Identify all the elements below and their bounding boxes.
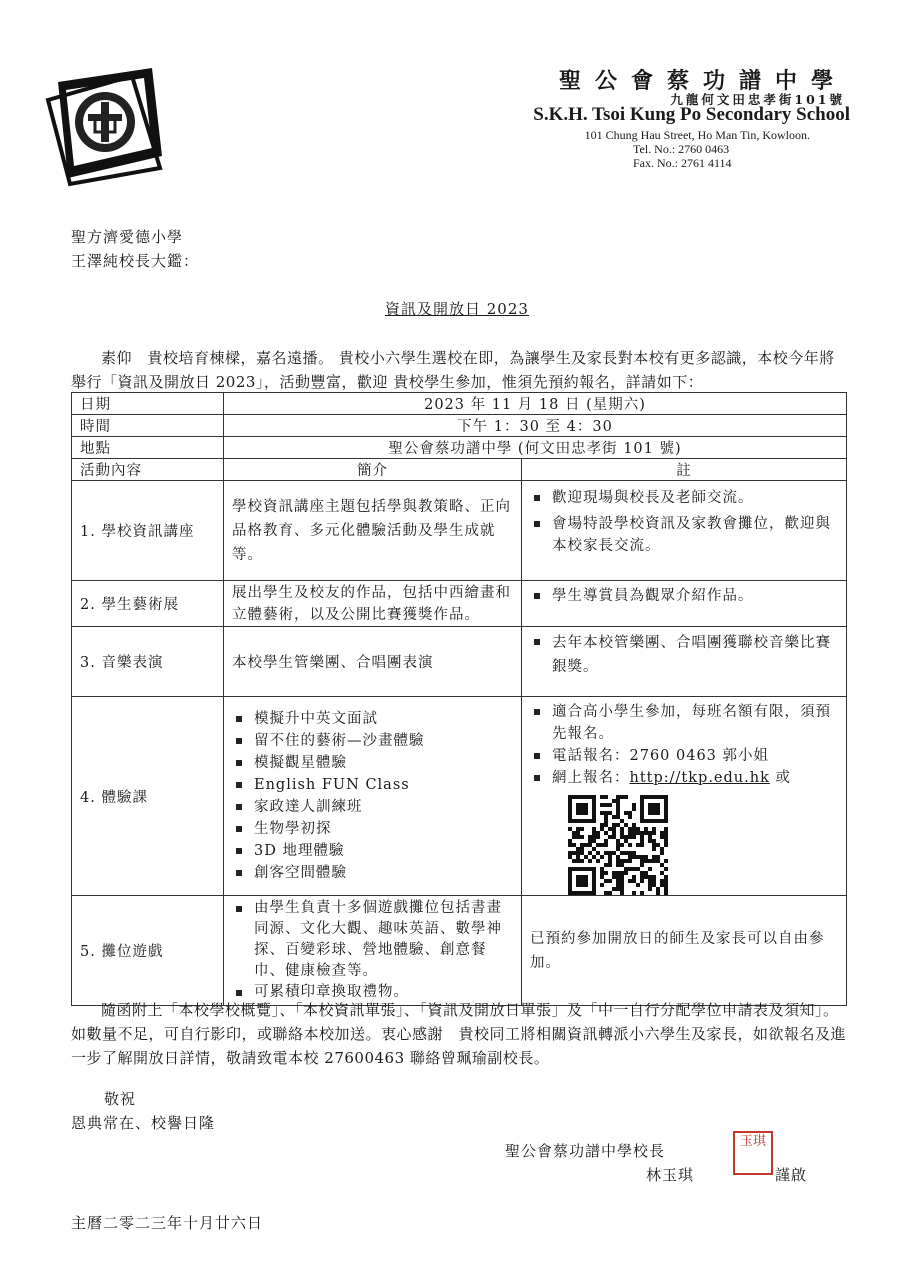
online-signup-suffix: 或 xyxy=(769,770,791,786)
registration-qr-code[interactable] xyxy=(568,795,668,895)
school-name-en: S.K.H. Tsoi Kung Po Secondary School xyxy=(533,104,850,125)
school-address-en: 101 Chung Hau Street, Ho Man Tin, Kowloon. xyxy=(584,128,810,142)
wish: 恩典常在、校譽日隆 xyxy=(71,1114,216,1132)
school-name-zh: 聖公會蔡功譜中學 xyxy=(558,68,847,94)
school-address-zh: 九龍何文田忠孝街101號 xyxy=(670,92,845,107)
time-label: 時間 xyxy=(72,415,224,437)
principal-seal: 玉琪 xyxy=(733,1131,773,1175)
activity-name: 4. 體驗課 xyxy=(72,697,224,896)
table-row xyxy=(72,627,847,697)
activity-name: 5. 攤位遊戲 xyxy=(72,896,224,1006)
event-table xyxy=(71,392,847,1006)
table-row xyxy=(72,581,847,627)
table-row xyxy=(72,896,847,1006)
table-header-row xyxy=(72,459,847,481)
list-item: English FUN Class xyxy=(232,774,513,796)
activity-items xyxy=(232,708,513,884)
date-label: 日期 xyxy=(72,393,224,415)
intro-paragraph: 素仰 貴校培育棟樑，嘉名遠播。 貴校小六學生選校在即，為讓學生及家長對本校有更多認識，本校今年將舉行「資訊及開放日 2023」，活動豐富，歡迎 貴校學生參加，惟須先預約報名，詳請如下： xyxy=(71,349,835,391)
list-item: 創客空間體驗 xyxy=(232,862,513,884)
school-logo xyxy=(40,60,170,190)
activity-note: 已預約參加開放日的師生及家長可以自由參加。 xyxy=(522,896,847,1006)
list-item: 適合高小學生參加，每班名額有限，須預先報名。 xyxy=(530,701,838,745)
table-row xyxy=(72,437,847,459)
time-value: 下午 1：30 至 4：30 xyxy=(224,415,847,437)
activity-intro: 展出學生及校友的作品，包括中西繪畫和立體藝術，以及公開比賽獲獎作品。 xyxy=(224,581,522,627)
activity-name: 1. 學校資訊講座 xyxy=(72,481,224,581)
activity-intro: 本校學生管樂團、合唱團表演 xyxy=(224,627,522,697)
activity-notes xyxy=(530,487,838,557)
table-row xyxy=(72,481,847,581)
closing-paragraph: 隨函附上「本校學校概覽」、「本校資訊單張」、「資訊及開放日單張」及「中一自行分配學位申請表及須知」。如數量不足，可自行影印，或聯絡本校加送。衷心感謝 貴校同工將相關資訊轉派小六學生及家長，如欲報名及進一步了解開放日詳情，敬請致電本校 27600463 聯絡曾珮瑜副校長。 xyxy=(71,1001,847,1067)
online-signup-label: 網上報名： xyxy=(552,770,630,786)
signature-closing: 謹啟 xyxy=(775,1166,808,1184)
letter-date: 主曆二零二三年十月廿六日 xyxy=(71,1214,264,1232)
table-row xyxy=(72,393,847,415)
venue-label: 地點 xyxy=(72,437,224,459)
list-item: 模擬觀星體驗 xyxy=(232,752,513,774)
signature-name: 林玉琪 xyxy=(646,1166,695,1184)
activity-intro: 學校資訊講座主題包括學與教策略、正向品格教育、多元化體驗活動及學生成就等。 xyxy=(224,481,522,581)
activity-notes xyxy=(530,701,838,789)
list-item: 歡迎現場與校長及老師交流。 xyxy=(530,487,838,509)
list-item xyxy=(530,767,838,789)
greeting: 敬祝 xyxy=(104,1090,137,1108)
column-header-activity: 活動內容 xyxy=(72,459,224,481)
date-value: 2023 年 11 月 18 日 (星期六) xyxy=(224,393,847,415)
list-item: 生物學初探 xyxy=(232,818,513,840)
list-item: 家政達人訓練班 xyxy=(232,796,513,818)
letter-title: 資訊及開放日 2023 xyxy=(385,300,529,318)
column-header-note: 註 xyxy=(522,459,847,481)
table-row xyxy=(72,415,847,437)
school-tel: Tel. No.: 2760 0463 xyxy=(633,142,730,156)
list-item: 由學生負責十多個遊戲攤位包括書畫同源、文化大觀、趣味英語、數學神探、百變彩球、營地體驗、創意餐巾、健康檢查等。 xyxy=(232,898,513,982)
list-item: 可累積印章換取禮物。 xyxy=(232,982,513,1003)
list-item: 學生導賞員為觀眾介紹作品。 xyxy=(530,585,838,607)
activity-name: 3. 音樂表演 xyxy=(72,627,224,697)
school-website-link[interactable]: http://tkp.edu.hk xyxy=(629,770,770,786)
list-item: 會場特設學校資訊及家教會攤位，歡迎與本校家長交流。 xyxy=(530,513,838,557)
activity-notes xyxy=(530,585,838,607)
column-header-intro: 簡介 xyxy=(224,459,522,481)
school-fax: Fax. No.: 2761 4114 xyxy=(633,156,732,170)
recipient-principal: 王澤純校長大鑑： xyxy=(71,252,200,270)
table-row xyxy=(72,697,847,896)
list-item: 3D 地理體驗 xyxy=(232,840,513,862)
list-item: 去年本校管樂團、合唱團獲聯校音樂比賽銀獎。 xyxy=(530,631,838,679)
list-item: 模擬升中英文面試 xyxy=(232,708,513,730)
recipient-school: 聖方濟愛德小學 xyxy=(71,228,184,246)
list-item: 留不住的藝術—沙畫體驗 xyxy=(232,730,513,752)
signature-title: 聖公會蔡功譜中學校長 xyxy=(505,1142,666,1160)
activity-name: 2. 學生藝術展 xyxy=(72,581,224,627)
venue-value: 聖公會蔡功譜中學 (何文田忠孝街 101 號) xyxy=(224,437,847,459)
activity-items xyxy=(232,898,513,1003)
activity-notes xyxy=(530,631,838,679)
list-item: 電話報名：2760 0463 郭小姐 xyxy=(530,745,838,767)
